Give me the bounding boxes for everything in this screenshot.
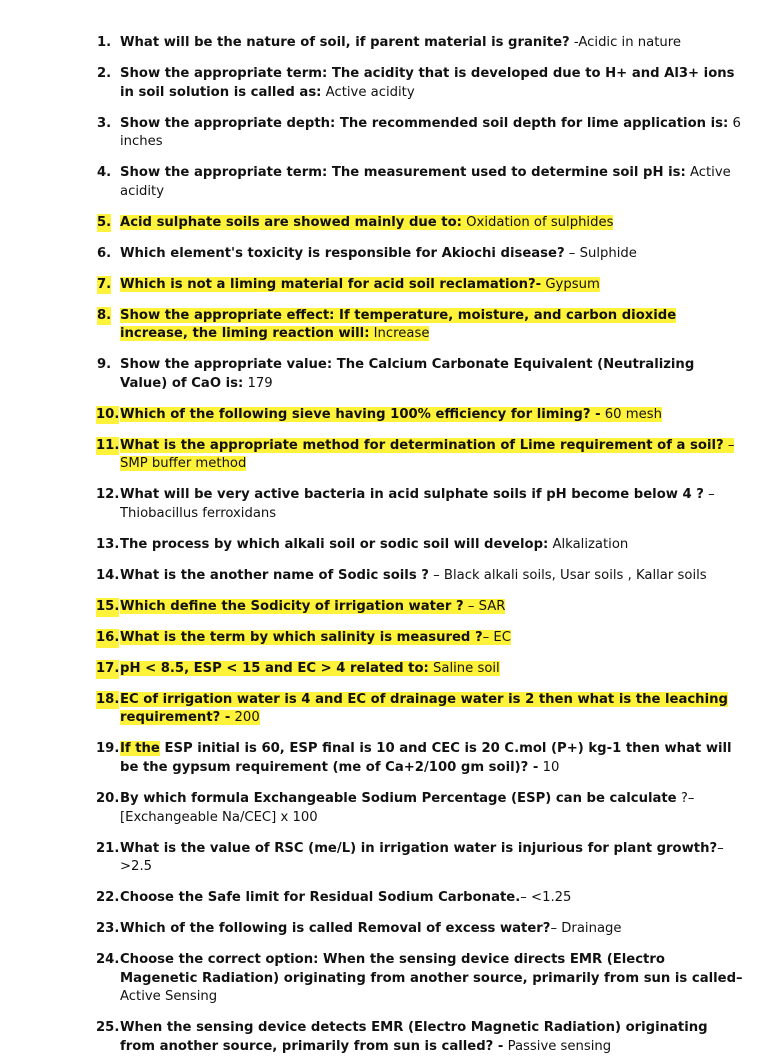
- item-number: 19.: [96, 741, 120, 757]
- item-text: [120, 487, 715, 521]
- question: Which of the following sieve having 100% efficiency for liming? -: [120, 406, 601, 422]
- answer: 60 mesh: [604, 406, 662, 422]
- item-text: [120, 630, 511, 645]
- list-item: [0, 307, 744, 344]
- separator: –: [550, 921, 562, 937]
- item-number: 7.: [97, 276, 111, 295]
- item-text: [120, 308, 676, 342]
- answer: <1.25: [531, 890, 572, 906]
- list-item: [0, 740, 744, 777]
- item-number: 20.: [96, 791, 120, 807]
- list-item: [0, 567, 744, 586]
- answer: Gypsum: [545, 276, 600, 292]
- list-item: [0, 65, 744, 102]
- item-text: [120, 116, 741, 150]
- separator: –: [428, 567, 444, 583]
- item-text: [120, 407, 662, 422]
- question: What is the appropriate method for determination of Lime requirement of a soil?: [120, 437, 724, 453]
- question: Which define the Sodicity of irrigation water ?: [120, 598, 464, 614]
- item-number: 11.: [96, 437, 119, 456]
- item-number: 15.: [96, 598, 119, 617]
- answer: Active Sensing: [120, 989, 218, 1005]
- list-item: [0, 951, 744, 1007]
- item-number: 9.: [97, 357, 112, 373]
- answer: Active acidity: [325, 84, 415, 100]
- item-number: 12.: [96, 487, 120, 503]
- question: pH < 8.5, ESP < 15 and EC > 4 related to:: [120, 660, 429, 676]
- item-number: 22.: [96, 890, 120, 906]
- answer: Alkalization: [552, 536, 629, 552]
- list-item: [0, 486, 744, 523]
- item-text: [120, 599, 505, 614]
- question-answer-list: [0, 34, 744, 1057]
- item-number: 8.: [97, 307, 111, 326]
- answer: 179: [247, 375, 273, 391]
- item-number: 14.: [96, 567, 120, 583]
- question: What will be very active bacteria in acid sulphate soils if pH become below 4 ?: [120, 487, 704, 503]
- list-item: [0, 214, 744, 233]
- answer: Passive sensing: [507, 1038, 612, 1054]
- answer: SAR: [478, 598, 506, 614]
- answer: Acidic in nature: [578, 35, 681, 50]
- separator: –: [463, 598, 479, 614]
- question: Show the appropriate depth: The recommended soil depth for lime application is:: [120, 115, 729, 131]
- list-item: [0, 790, 744, 827]
- item-text: [120, 921, 622, 936]
- list-item: [0, 629, 744, 648]
- answer: SMP buffer method: [120, 456, 247, 472]
- question: Choose the Safe limit for Residual Sodium Carbonate.: [120, 890, 521, 906]
- answer: Saline soil: [433, 660, 500, 676]
- list-item: [0, 691, 744, 728]
- list-item: [0, 437, 744, 474]
- list-item: [0, 164, 744, 201]
- item-text: [120, 246, 637, 261]
- answer: Thiobacillus ferroxidans: [120, 505, 277, 521]
- item-number: 4.: [97, 165, 112, 181]
- separator: –: [723, 437, 735, 453]
- item-text: [120, 568, 707, 583]
- question: ESP initial is 60, ESP final is 10 and CEC is 20 C.mol (P+) kg-1 then what will be the gypsum requirement (me of Ca+2/100 gm soil)? -: [120, 741, 732, 776]
- question: The process by which alkali soil or sodic soil will develop:: [120, 536, 549, 552]
- item-text: [120, 791, 694, 825]
- answer: Oxidation of sulphides: [466, 214, 614, 230]
- item-text: [120, 277, 600, 292]
- item-text: [120, 661, 500, 676]
- item-number: 10.: [96, 406, 119, 425]
- item-number: 1.: [97, 35, 112, 50]
- question-highlighted-start: If the: [120, 741, 160, 757]
- list-item: [0, 660, 744, 679]
- list-item: [0, 245, 744, 264]
- item-text: [120, 537, 628, 552]
- question: What will be the nature of soil, if parent material is granite?: [120, 35, 570, 50]
- question: EC of irrigation water is 4 and EC of drainage water is 2 then what is the leaching requirement? -: [120, 691, 728, 726]
- item-text: [120, 35, 681, 50]
- item-number: 3.: [97, 115, 112, 131]
- answer: Drainage: [561, 921, 622, 937]
- list-item: [0, 34, 744, 53]
- question: Show the appropriate term: The measurement used to determine soil pH is:: [120, 165, 686, 181]
- separator: –: [717, 840, 724, 856]
- question: Acid sulphate soils are showed mainly due to:: [120, 214, 462, 230]
- item-text: [120, 357, 694, 391]
- item-number: 6.: [97, 245, 112, 261]
- list-item: [0, 356, 744, 393]
- list-item: [0, 406, 744, 425]
- question: What is the term by which salinity is measured ?: [120, 629, 483, 645]
- answer: 6 inches: [120, 115, 741, 150]
- question: What is the another name of Sodic soils ?: [120, 567, 429, 583]
- answer: Sulphide: [579, 245, 637, 261]
- list-item: [0, 840, 744, 877]
- list-item: [0, 1019, 744, 1056]
- question: Show the appropriate effect: If temperature, moisture, and carbon dioxide increase, the liming reaction will:: [120, 307, 677, 342]
- item-number: 24.: [96, 952, 120, 968]
- question: Show the appropriate term: The acidity that is developed due to H+ and Al3+ ions in soil solution is called as:: [120, 65, 735, 100]
- item-number: 21.: [96, 840, 120, 856]
- item-text: [120, 215, 613, 230]
- item-number: 23.: [96, 921, 120, 937]
- item-text: [120, 741, 732, 775]
- question: Which of the following is called Removal of excess water?: [120, 921, 551, 937]
- answer: Black alkali soils, Usar soils , Kallar soils: [443, 567, 707, 583]
- question: By which formula Exchangeable Sodium Percentage (ESP) can be calculate: [120, 791, 677, 807]
- separator: –: [482, 629, 494, 645]
- question: Choose the correct option: When the sensing device directs EMR (Electro Magenetic Radiation) originating from another source, primarily from sun is called–: [120, 952, 743, 986]
- list-item: [0, 536, 744, 555]
- list-item: [0, 276, 744, 295]
- separator: –: [564, 245, 580, 261]
- list-item: [0, 920, 744, 939]
- question: Which element's toxicity is responsible for Akiochi disease?: [120, 245, 565, 261]
- item-text: [120, 890, 571, 905]
- answer: >2.5: [120, 859, 153, 875]
- item-text: [120, 165, 731, 199]
- item-text: [120, 841, 724, 875]
- list-item: [0, 598, 744, 617]
- answer: [Exchangeable Na/CEC] x 100: [120, 809, 318, 825]
- item-text: [120, 66, 735, 100]
- separator: –: [520, 890, 532, 906]
- item-number: 13.: [96, 536, 120, 552]
- question: What is the value of RSC (me/L) in irrigation water is injurious for plant growth?: [120, 840, 718, 856]
- item-text: [120, 1020, 708, 1054]
- question: When the sensing device detects EMR (Electro Magnetic Radiation) originating from another source, primarily from sun is called? -: [120, 1020, 708, 1054]
- question: Show the appropriate value: The Calcium Carbonate Equivalent (Neutralizing Value) of CaO is:: [120, 357, 695, 391]
- item-number: 5.: [97, 214, 111, 233]
- item-text: [120, 952, 743, 1004]
- list-item: [0, 115, 744, 152]
- list-item: [0, 889, 744, 908]
- item-number: 16.: [96, 629, 119, 648]
- answer: Increase: [373, 326, 430, 342]
- separator: -: [569, 35, 579, 50]
- answer: Active acidity: [120, 165, 731, 199]
- item-number: 18.: [96, 691, 119, 710]
- question: Which is not a liming material for acid soil reclamation?-: [120, 276, 542, 292]
- separator: –: [703, 487, 715, 503]
- answer: 10: [542, 760, 560, 776]
- item-number: 2.: [97, 65, 112, 81]
- item-number: 17.: [96, 660, 119, 679]
- answer: 200: [234, 710, 260, 726]
- item-text: [120, 438, 734, 472]
- separator: ?–: [676, 791, 695, 807]
- answer: EC: [493, 629, 511, 645]
- item-number: 25.: [96, 1020, 120, 1036]
- item-text: [120, 692, 728, 726]
